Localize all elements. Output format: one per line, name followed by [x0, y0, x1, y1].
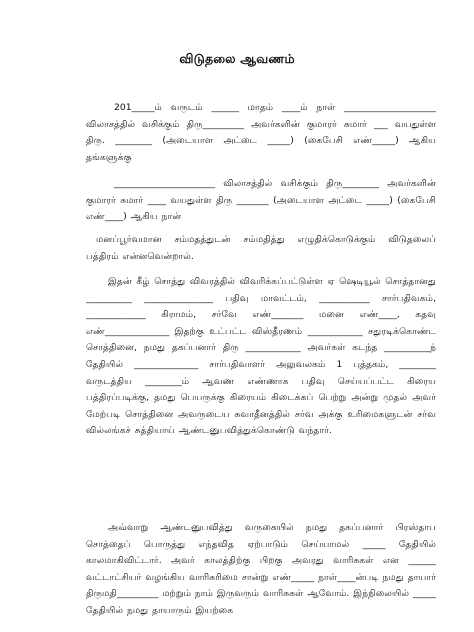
paragraph-purpose: மனப்பூர்வமான சம்மதத்துடன் சம்மதித்து எழுதிக்கொடுக்கும் விடுதலைப் பத்திரம் என்னவென்றால்.	[86, 234, 436, 262]
paragraph-heirs: அவ்வாறு ஆண்டனுபவித்து வருகையில் நமது தகப்பனார் பிரஸ்தாப சொத்தைப் பொருத்து எந்தவித ஏற்பாடும் செய்யாமல் _____ தேதியில் காலமாகிவிட்டார். அவர் காலத்திற்கு பிறகு அவரது வாரிசுகள் என ______ வட்டாட்சியர் வழங்கிய வாரிசுரிமை சான்று எண்_____ நாள்____ன்படி நமது தாயார் திருமதி_________ மற்றும் நாம் இருவரும் வாரிசுகள் ஆவோம். இந்நிலையில் _____ தேதியில் நமது தாயாரும் இயற்கை	[86, 522, 436, 616]
paragraph-property-details: இதன் கீழ் சொத்து விவரத்தில் விவரிக்கப்பட்டுள்ள ஏ ஷெடியூல் சொத்தானது __________ _______________ பதிவு மாவட்டம், ___________ சார்பதிவகம், _____________ கிராமம், சர்வே எண்_______ மனை எண்____, கதவு எண்______________ இதற்கு உட்பட்ட விஸ்தீரணம் ____________ சதுரடிக்கொண்ட சொத்தினை, நமது தகப்பனார் திரு ____________ அவர்கள் கடந்த __________ந் தேதியில் ______________ சார்பதிவாளர் அலுவலகம் 1 புத்தகம், ________ வருடத்திய ________ம் ஆவண எண்ணாக பதிவு செய்யப்பட்ட கிரைய பத்திரப்படிக்கு, தமது பெயருக்கு கிரையம் கிடைக்கப் பெற்று அன்று முதல் அவர் மேற்படி சொத்தினை அவருடைய சுவாதீனத்தில் சர்வ அக்கு உரிமைகளுடன் சர்வ வில்லங்கச் சுத்தியாய் ஆண்டனுபவித்துக்கொண்டு வந்தார்.	[86, 276, 436, 437]
paragraph-executant: ______________________ விலாசத்தில் வசிக்கும் திரு________ அவர்களின் குமாரர் சுமார் ____ வயதுள்ள திரு _______ (அடையாள அட்டை _____) (கைபேசி எண்____) ஆகிய நான்	[86, 178, 436, 223]
document-title: விடுதலை ஆவணம்	[179, 51, 295, 66]
paragraph-date-and-addressee: 201_____ம் வருடம் ______ மாதம் ____ம் நாள் ____________________ விலாசத்தில் வசிக்கும் திரு_________ அவர்களின் குமாரர் சுமார் ___ வயதுள்ள திரு. ________ (அடையாள அட்டை _____) (கைபேசி எண்_____) ஆகிய தங்களுக்கு	[86, 102, 436, 163]
